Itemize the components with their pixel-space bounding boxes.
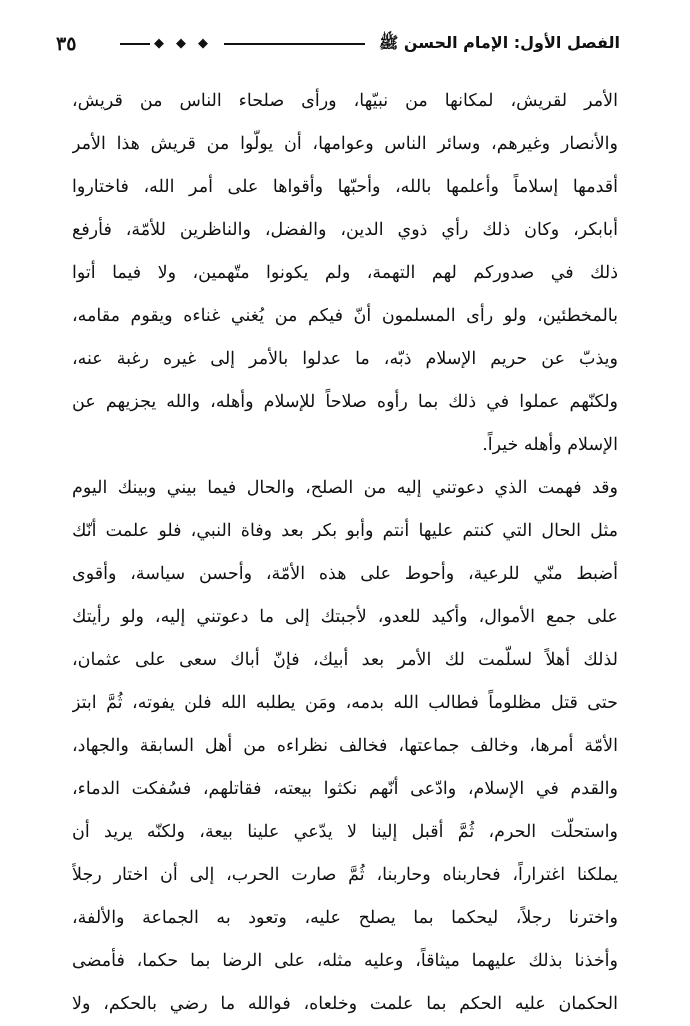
text-line: ذلك في صدوركم لهم التهمة، ولم يكونوا متّهمين، ولا فيما أتوا bbox=[72, 263, 618, 283]
text-line: وأخذنا بذلك عليهما ميثاقاً، وعليه مثله، على الرضا بما حكما، فأمضى bbox=[72, 951, 618, 971]
text-line: أضبط منّي للرعية، وأحوط على هذه الأمّة، وأحسن سياسة، وأقوى bbox=[72, 564, 618, 584]
text-line: مثل الحال التي كنتم عليها أنتم وأبو بكر بعد وفاة النبي، فلو علمت أنّك bbox=[72, 521, 618, 541]
text-line: الإسلام وأهله خيراً. bbox=[482, 435, 618, 455]
text-line: الحكمان عليه الحكم بما علمت وخلعاه، فوالله ما رضي بالحكم، ولا bbox=[72, 994, 618, 1014]
text-line: والقدم في الإسلام، وادّعى أنّهم نكثوا بيعته، فقاتلهم، فسُفكت الدماء، bbox=[72, 779, 618, 799]
text-line: ولكنّهم عملوا في ذلك بما رأوه صلاحاً للإسلام وأهله، والله يجزيهم عن bbox=[72, 392, 618, 412]
paragraph bbox=[72, 467, 618, 1026]
text-line: وقد فهمت الذي دعوتني إليه من الصلح، والحال فيما بيني وبينك اليوم bbox=[72, 478, 618, 498]
text-line: والأنصار وغيرهم، وسائر الناس وعوامها، أن يولّوا من قريش هذا الأمر bbox=[72, 134, 618, 154]
chapter-title: الفصل الأول: الإمام الحسن ﷺ bbox=[378, 32, 620, 52]
text-line: حتى قتل مظلوماً فطالب الله بدمه، ومَن يطلبه الله فلن يفوته، ثُمَّ ابتز bbox=[72, 693, 618, 713]
text-line: ويذبّ عن حريم الإسلام ذبّه، ما عدلوا بالأمر إلى غيره رغبة عنه، bbox=[72, 349, 618, 369]
text-line: الأمّة أمرها، وخالف جماعتها، فخالف نظراءه من أهل السابقة والجهاد، bbox=[72, 736, 618, 756]
text-line: بالمخطئين، ولو رأى المسلمون أنّ فيكم من يُغني غناءه ويقوم مقامه، bbox=[72, 306, 618, 326]
text-line: يملكنا اغتراراً، فحاربناه وحاربنا، ثُمَّ صارت الحرب، إلى أن اختار رجلاً bbox=[72, 865, 618, 885]
header-ornament bbox=[120, 34, 365, 54]
text-line: واستحلّت الحرم، ثُمَّ أقبل إلينا لا يدّعي علينا بيعة، ولكنّه يريد أن bbox=[72, 822, 618, 842]
text-line: أقدمها إسلاماً وأعلمها بالله، وأحبّها وأقواها على أمر الله، فاختاروا bbox=[72, 177, 618, 197]
text-line: أبابكر، وكان ذلك رأي ذوي الدين، والفضل، والناظرين للأمّة، فأرفع bbox=[72, 220, 618, 240]
page-number: ٣٥ bbox=[56, 33, 77, 55]
paragraph bbox=[72, 80, 618, 467]
running-header bbox=[56, 26, 620, 62]
text-line: لذلك أهلاً لسلّمت لك الأمر بعد أبيك، فإنّ أباك سعى على عثمان، bbox=[72, 650, 618, 670]
text-line: على جمع الأموال، وأكيد للعدو، لأجبتك إلى ما دعوتني إليه، ولو رأيتك bbox=[72, 607, 618, 627]
text-line: الأمر لقريش، لمكانها من نبيّها، ورأى صلحاء الناس من قريش، bbox=[72, 91, 618, 111]
diamond-ornament-icon: ◆◆◆ bbox=[150, 34, 224, 54]
text-line: واخترنا رجلاً، ليحكما بما يصلح عليه، وتعود به الجماعة والألفة، bbox=[72, 908, 618, 928]
body-text bbox=[72, 80, 618, 1026]
